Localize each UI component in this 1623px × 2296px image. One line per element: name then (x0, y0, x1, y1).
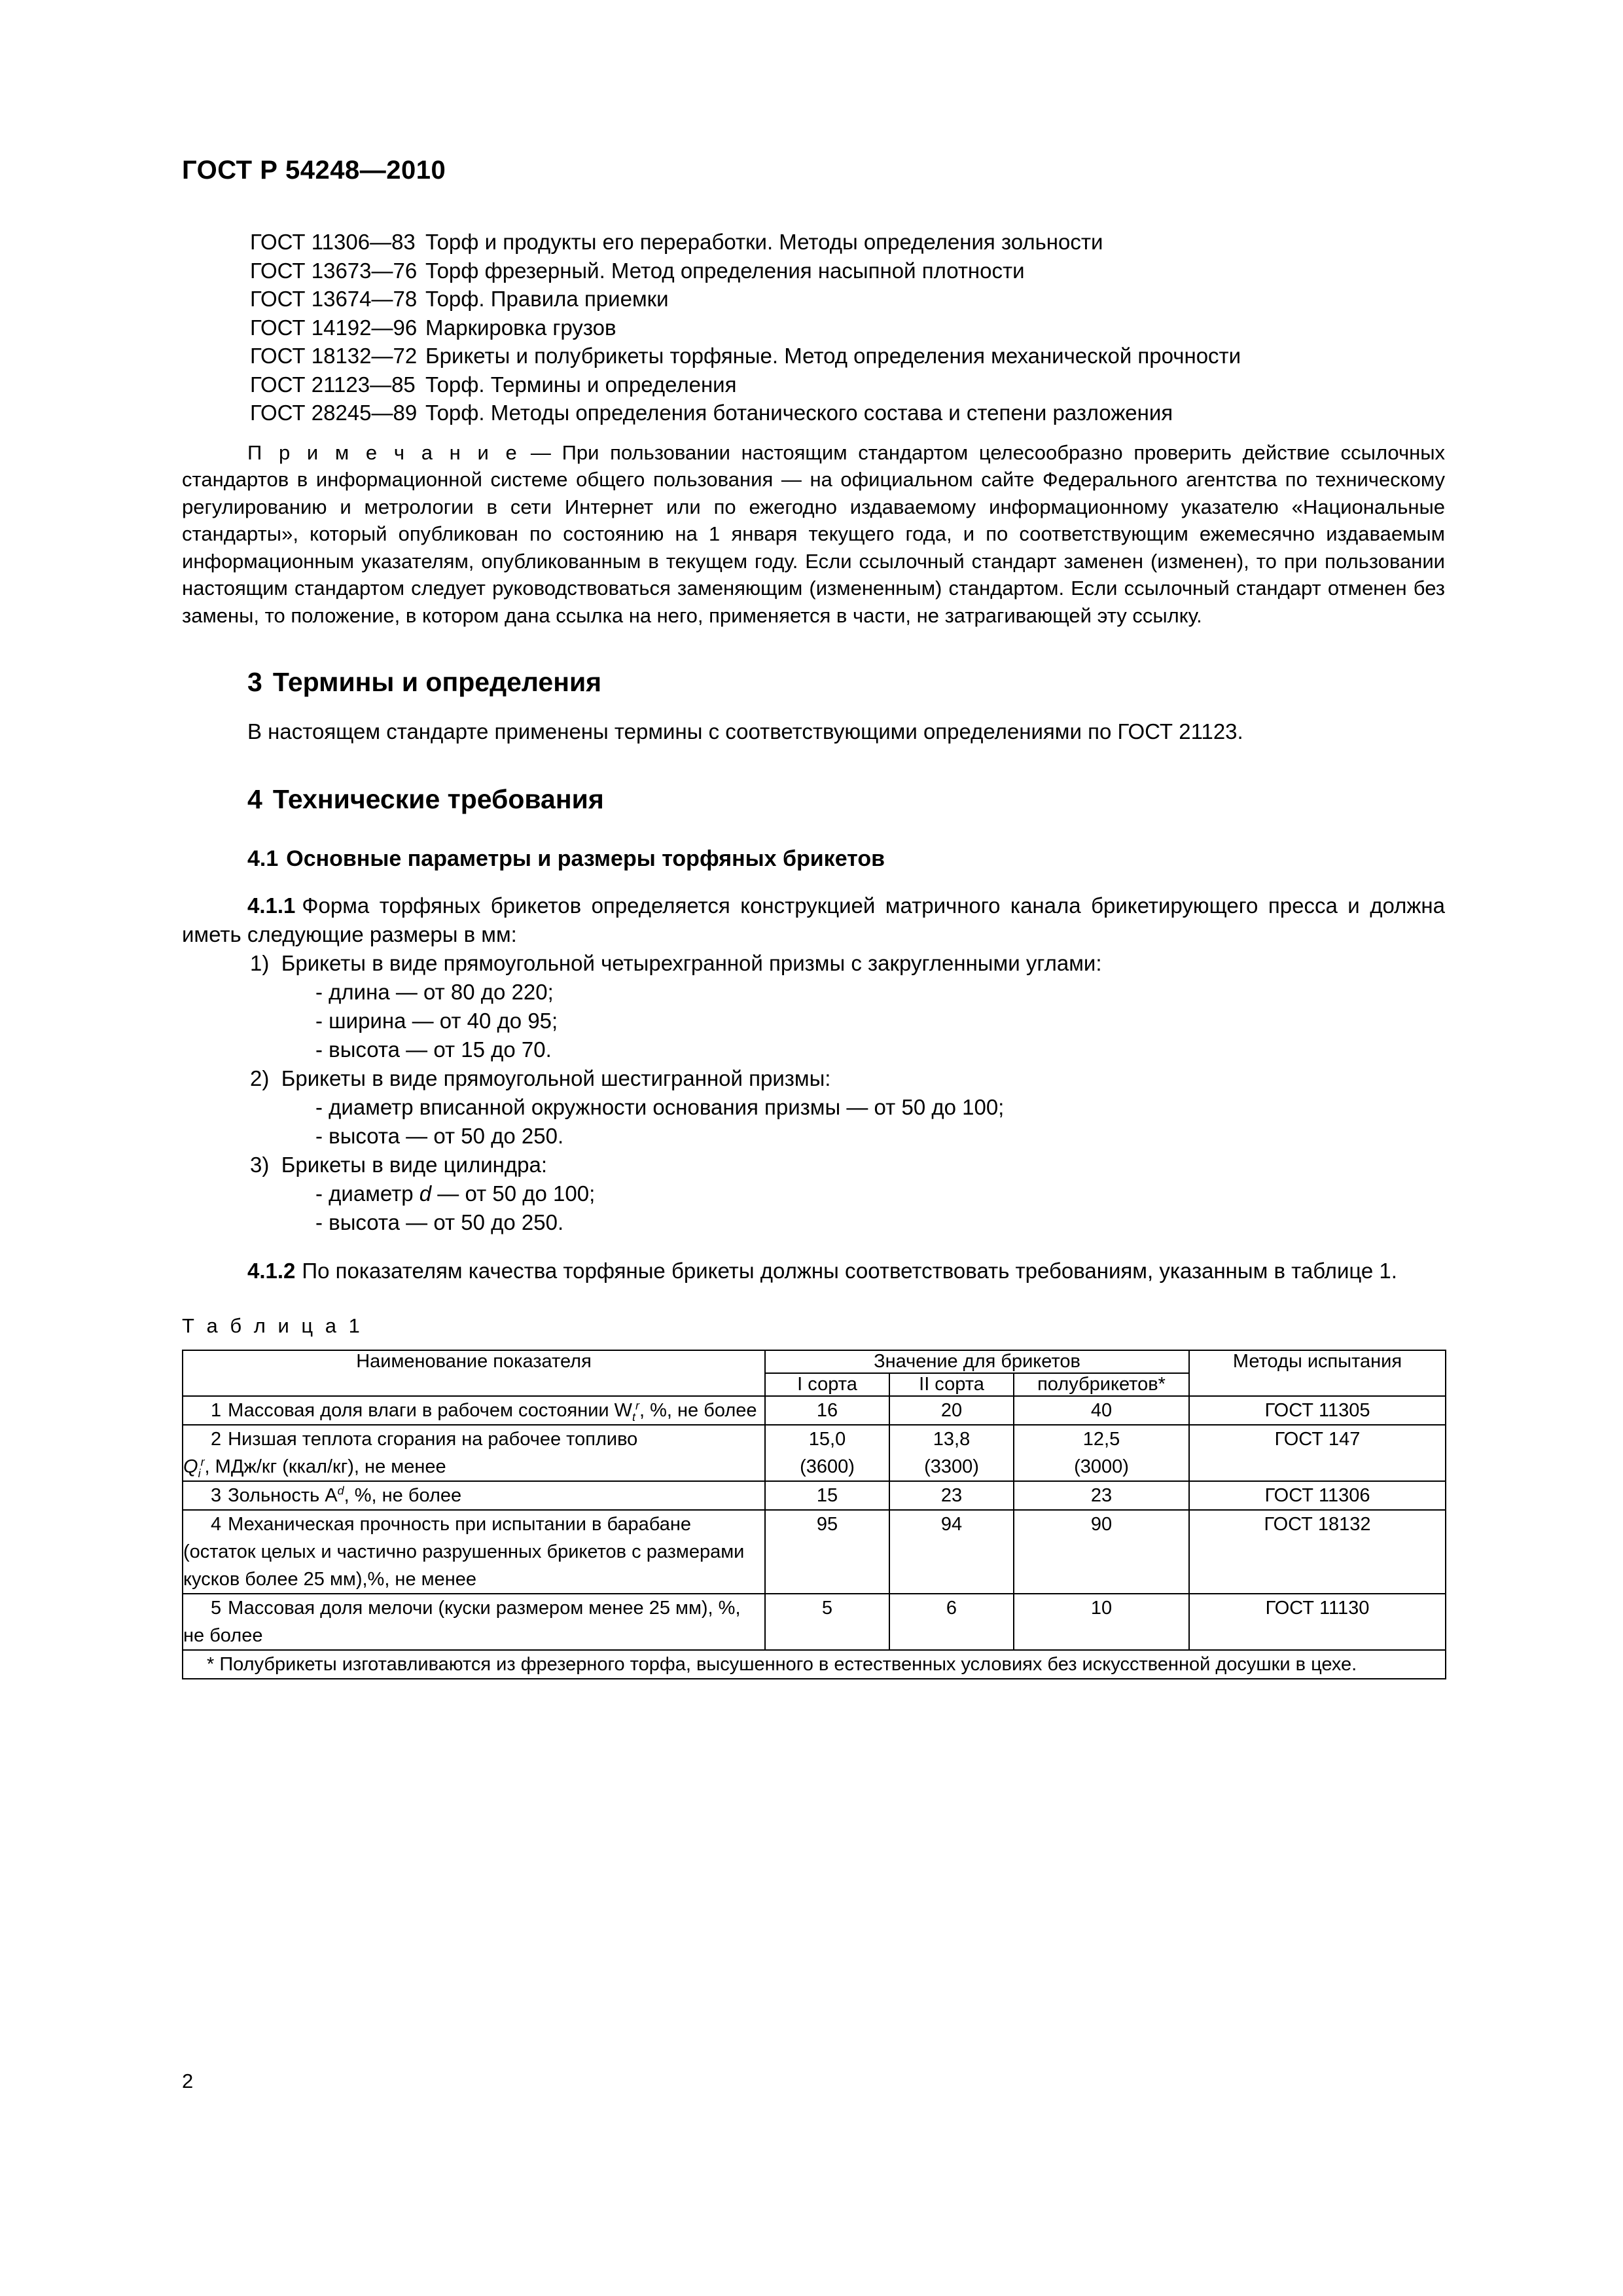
row-number: 5 (211, 1598, 222, 1619)
row-2-grade2-value: 13,8 (3300) (889, 1425, 1014, 1481)
row-1-grade1-value: 16 (765, 1396, 889, 1425)
row-number: 2 (211, 1429, 222, 1450)
reference-code: ГОСТ 21123—85 (250, 372, 416, 397)
header-grade-1: I сорта (765, 1373, 889, 1396)
subsection-number: 4.1 (247, 846, 279, 871)
row-2-method: ГОСТ 147 (1189, 1425, 1446, 1481)
row-1-grade2-value: 20 (889, 1396, 1014, 1425)
header-value-group: Значение для брикетов (765, 1350, 1189, 1373)
clause-4-1-1 (182, 891, 1445, 949)
list-subitem: - диаметр d — от 50 до 100; (315, 1181, 596, 1206)
list-item (211, 949, 1445, 978)
section-3-body: В настоящем стандарте применены термины с соответствующими определениями по ГОСТ 21123. (247, 719, 1243, 744)
list-marker: 1) (250, 951, 270, 975)
variable-d: d (419, 1181, 432, 1206)
row-3-semibriquettes-value: 23 (1014, 1481, 1189, 1510)
row-text: Массовая доля влаги в рабочем состоянии W (228, 1400, 633, 1421)
row-1-indicator (183, 1396, 765, 1425)
variable-Q: $Q_i^r$ (183, 1455, 205, 1480)
reference-item (182, 342, 1445, 370)
section-heading-3 (182, 667, 1445, 698)
table-row (183, 1481, 1446, 1510)
note-paragraph (182, 439, 1445, 630)
row-1-semibriquettes-value: 40 (1014, 1396, 1189, 1425)
row-4-semibriquettes-value: 90 (1014, 1510, 1189, 1594)
section-heading-4 (182, 784, 1445, 815)
list-subitem: - высота — от 50 до 250. (315, 1210, 564, 1234)
list-subitem: - диаметр вписанной окружности основания призмы — от 50 до 100; (315, 1095, 1005, 1119)
brick-shapes-list (182, 949, 1445, 1237)
list-text: Брикеты в виде прямоугольной четырехгранной призмы с закругленными углами: (281, 951, 1102, 975)
row-5-indicator (183, 1594, 765, 1650)
row-1-method: ГОСТ 11305 (1189, 1396, 1446, 1425)
section-number: 4 (247, 784, 262, 814)
reference-item (182, 285, 1445, 314)
page-content (182, 228, 1445, 1679)
row-text: Зольность A (228, 1485, 338, 1506)
note-label: П р и м е ч а н и е (247, 440, 520, 464)
reference-title: Маркировка грузов (425, 315, 616, 340)
reference-code: ГОСТ 14192—96 (250, 315, 418, 340)
reference-code: ГОСТ 13673—76 (250, 258, 418, 283)
table-caption: Т а б л и ц а 1 (182, 1314, 363, 1337)
header-semibriquettes: полубрикетов* (1014, 1373, 1189, 1396)
row-5-method: ГОСТ 11130 (1189, 1594, 1446, 1650)
reference-title: Торф. Методы определения ботанического состава и степени разложения (425, 401, 1173, 425)
row-3-method: ГОСТ 11306 (1189, 1481, 1446, 1510)
note-text: — При пользовании настоящим стандартом целесообразно проверить действие ссылочных стандартов в информационной системе общего пользования — на официальном сайте Федерального агентства по техническому регулированию и метрологии в сети Интернет или по ежегодно издаваемому информационному указателю «Национальные стандарты», который опубликован по состоянию на 1 января текущего года, и по соответствующим ежемесячно издаваемым информационным указателям, опубликованным в текущем году. Если ссылочный стандарт заменен (изменен), то при пользовании настоящим стандартом следует руководствоваться заменяющим (измененным) стандартом. Если ссылочный стандарт отменен без замены, то положение, в котором дана ссылка на него, применяется в части, не затрагивающей эту ссылку. (182, 440, 1445, 627)
table-footnote-row (183, 1650, 1446, 1679)
reference-code: ГОСТ 18132—72 (250, 344, 418, 368)
row-4-method: ГОСТ 18132 (1189, 1510, 1446, 1594)
reference-code: ГОСТ 11306—83 (250, 230, 416, 254)
variable-W (632, 1399, 640, 1424)
reference-title: Торф фрезерный. Метод определения насыпной плотности (425, 258, 1025, 283)
clause-text: Форма торфяных брикетов определяется конструкцией матричного канала брикетирующего пресса и должна иметь следующие размеры в мм: (182, 893, 1445, 946)
list-marker: 2) (250, 1066, 270, 1090)
table-row (183, 1594, 1446, 1650)
list-text: Брикеты в виде цилиндра: (281, 1153, 548, 1177)
list-marker: 3) (250, 1153, 270, 1177)
variable-sup: r (635, 1399, 640, 1412)
clause-text: По показателям качества торфяные брикеты должны соответствовать требованиям, указанным в таблице 1. (302, 1259, 1397, 1283)
reference-item (182, 257, 1445, 285)
clause-number: 4.1.2 (247, 1259, 296, 1283)
row-4-indicator (183, 1510, 765, 1594)
row-text: Низшая теплота сгорания на рабочее топливо (228, 1429, 638, 1450)
row-text-2: , МДж/кг (ккал/кг), не менее (204, 1456, 446, 1477)
table-row (183, 1425, 1446, 1481)
subsection-heading-4-1 (182, 846, 1445, 872)
row-text-2: , %, не более (639, 1400, 757, 1421)
table-header-row (183, 1350, 1446, 1373)
row-text: Массовая доля мелочи (куски размером менее 25 мм), %, не более (183, 1598, 741, 1646)
reference-code: ГОСТ 13674—78 (250, 287, 418, 311)
reference-item (182, 399, 1445, 427)
list-subitem: - высота — от 50 до 250. (315, 1124, 564, 1148)
header-test-methods: Методы испытания (1189, 1350, 1446, 1396)
row-5-grade2-value: 6 (889, 1594, 1014, 1650)
row-number: 1 (211, 1400, 222, 1421)
list-subitem: - высота — от 15 до 70. (315, 1037, 552, 1062)
reference-item (182, 228, 1445, 257)
subsection-title: Основные параметры и размеры торфяных брикетов (286, 846, 885, 871)
list-subitem: - длина — от 80 до 220; (315, 980, 554, 1004)
reference-title: Торф. Правила приемки (425, 287, 669, 311)
row-4-grade1-value: 95 (765, 1510, 889, 1594)
quality-requirements-table (182, 1350, 1446, 1679)
row-2-indicator (183, 1425, 765, 1481)
clause-number: 4.1.1 (247, 893, 296, 918)
list-item (211, 1151, 1445, 1179)
row-3-grade1-value: 15 (765, 1481, 889, 1510)
reference-item (182, 314, 1445, 342)
header-grade-2: II сорта (889, 1373, 1014, 1396)
variable-sub: t (632, 1410, 636, 1424)
row-5-semibriquettes-value: 10 (1014, 1594, 1189, 1650)
list-subitem: - ширина — от 40 до 95; (315, 1009, 558, 1033)
table-footnote: * Полубрикеты изготавливаются из фрезерного торфа, высушенного в естественных условиях без искусственной досушки в цехе. (183, 1650, 1446, 1679)
row-number: 4 (211, 1514, 222, 1535)
reference-title: Торф. Термины и определения (425, 372, 737, 397)
row-number: 3 (211, 1485, 222, 1506)
variable-sup: r (200, 1455, 205, 1469)
section-title: Термины и определения (272, 667, 602, 697)
list-item (211, 1064, 1445, 1093)
variable-sub: i (198, 1466, 201, 1480)
reference-title: Торф и продукты его переработки. Методы определения зольности (425, 230, 1103, 254)
row-5-grade1-value: 5 (765, 1594, 889, 1650)
clause-4-1-2 (182, 1257, 1445, 1285)
row-2-grade1-value: 15,0 (3600) (765, 1425, 889, 1481)
row-3-indicator (183, 1481, 765, 1510)
variable-A (338, 1485, 344, 1506)
page-number: 2 (182, 2070, 194, 2092)
row-text-2: , %, не более (344, 1485, 462, 1506)
row-3-grade2-value: 23 (889, 1481, 1014, 1510)
section-number: 3 (247, 667, 262, 697)
table-row (183, 1396, 1446, 1425)
document-code-header: ГОСТ Р 54248—2010 (182, 156, 446, 185)
row-2-semibriquettes-value: 12,5 (3000) (1014, 1425, 1189, 1481)
list-text: Брикеты в виде прямоугольной шестигранной призмы: (281, 1066, 831, 1090)
reference-title: Брикеты и полубрикеты торфяные. Метод определения механической прочности (425, 344, 1241, 368)
normative-references-list (182, 228, 1445, 427)
variable-sup: d (337, 1484, 344, 1498)
reference-code: ГОСТ 28245—89 (250, 401, 418, 425)
header-indicator-name: Наименование показателя (183, 1350, 765, 1396)
table-row (183, 1510, 1446, 1594)
row-4-grade2-value: 94 (889, 1510, 1014, 1594)
section-title: Технические требования (272, 784, 604, 814)
reference-item (182, 370, 1445, 399)
row-text: Механическая прочность при испытании в барабане (остаток целых и частично разрушенных брикетов с размерами кусков более 25 мм),%, не менее (183, 1514, 745, 1590)
